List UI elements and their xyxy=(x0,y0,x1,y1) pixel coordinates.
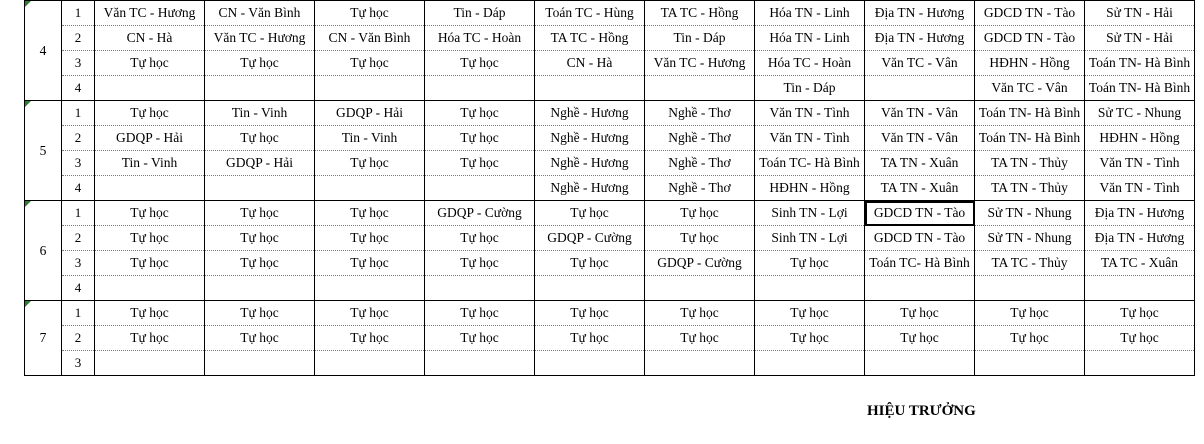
lesson-cell[interactable]: Tin - Dáp xyxy=(755,76,865,101)
period-cell[interactable]: 3 xyxy=(62,51,95,76)
period-cell[interactable]: 4 xyxy=(62,76,95,101)
lesson-cell[interactable]: Nghề - Thơ xyxy=(645,151,755,176)
lesson-cell[interactable]: GDCD TN - Tào xyxy=(975,1,1085,26)
lesson-cell[interactable]: Địa TN - Hương xyxy=(1085,226,1195,251)
lesson-cell[interactable]: GDQP - Cường xyxy=(425,201,535,226)
lesson-cell[interactable]: Tự học xyxy=(315,151,425,176)
lesson-cell[interactable]: Tin - Dáp xyxy=(645,26,755,51)
lesson-cell[interactable]: Tin - Vinh xyxy=(95,151,205,176)
lesson-cell[interactable] xyxy=(95,76,205,101)
lesson-cell[interactable]: Tự học xyxy=(755,301,865,326)
timetable-row xyxy=(25,351,1195,376)
lesson-cell[interactable] xyxy=(975,351,1085,376)
lesson-cell[interactable] xyxy=(315,76,425,101)
timetable-row xyxy=(25,126,1195,151)
lesson-cell[interactable]: Tự học xyxy=(425,251,535,276)
lesson-cell[interactable]: Tự học xyxy=(425,101,535,126)
lesson-cell[interactable]: Tự học xyxy=(645,326,755,351)
lesson-cell[interactable]: GDCD TN - Tào xyxy=(975,26,1085,51)
lesson-cell[interactable] xyxy=(315,351,425,376)
lesson-cell[interactable]: Tự học xyxy=(95,226,205,251)
lesson-cell[interactable]: Địa TN - Hương xyxy=(1085,201,1195,226)
lesson-cell[interactable]: TA TN - Thủy xyxy=(975,151,1085,176)
lesson-cell[interactable]: Văn TC - Hương xyxy=(645,51,755,76)
lesson-cell[interactable]: TA TN - Xuân xyxy=(865,151,975,176)
lesson-cell[interactable] xyxy=(95,176,205,201)
day-label: 4 xyxy=(39,42,47,58)
cell-comment-marker-icon xyxy=(25,301,31,307)
lesson-cell[interactable]: Tự học xyxy=(535,326,645,351)
lesson-cell[interactable]: Tự học xyxy=(425,301,535,326)
lesson-cell[interactable]: Nghề - Thơ xyxy=(645,101,755,126)
lesson-cell[interactable] xyxy=(425,76,535,101)
lesson-cell[interactable] xyxy=(315,176,425,201)
lesson-cell[interactable]: CN - Hà xyxy=(535,51,645,76)
lesson-cell[interactable]: Tự học xyxy=(1085,326,1195,351)
period-cell[interactable]: 1 xyxy=(62,101,95,126)
lesson-cell[interactable] xyxy=(865,351,975,376)
lesson-cell[interactable]: Tự học xyxy=(95,251,205,276)
lesson-cell[interactable]: Tự học xyxy=(535,201,645,226)
lesson-cell[interactable]: Tin - Vinh xyxy=(315,126,425,151)
lesson-cell[interactable]: CN - Văn Bình xyxy=(315,26,425,51)
timetable-row xyxy=(25,326,1195,351)
lesson-cell[interactable]: Sinh TN - Lợi xyxy=(755,201,865,226)
lesson-cell[interactable]: Nghề - Hương xyxy=(535,101,645,126)
lesson-cell[interactable]: TA TN - Xuân xyxy=(865,176,975,201)
lesson-cell[interactable] xyxy=(645,276,755,301)
lesson-cell[interactable]: HĐHN - Hồng xyxy=(1085,126,1195,151)
lesson-cell[interactable]: Tự học xyxy=(315,251,425,276)
lesson-cell[interactable]: GDCD TN - Tào xyxy=(865,201,975,226)
lesson-cell[interactable]: Văn TN - Tình xyxy=(755,101,865,126)
lesson-cell[interactable]: HĐHN - Hồng xyxy=(755,176,865,201)
lesson-cell[interactable]: HĐHN - Hồng xyxy=(975,51,1085,76)
timetable-row xyxy=(25,1,1195,26)
lesson-cell[interactable]: Tự học xyxy=(535,301,645,326)
lesson-cell[interactable]: Nghề - Hương xyxy=(535,176,645,201)
day-cell[interactable] xyxy=(25,201,62,301)
lesson-cell[interactable]: Hóa TN - Linh xyxy=(755,1,865,26)
lesson-cell[interactable] xyxy=(755,276,865,301)
lesson-cell[interactable]: Văn TN - Tình xyxy=(755,126,865,151)
timetable-row xyxy=(25,176,1195,201)
lesson-cell[interactable]: Toán TC- Hà Bình xyxy=(755,151,865,176)
lesson-cell[interactable]: Tự học xyxy=(1085,301,1195,326)
lesson-cell[interactable]: GDQP - Cường xyxy=(645,251,755,276)
lesson-cell[interactable]: Tự học xyxy=(95,101,205,126)
lesson-cell[interactable]: GDQP - Hải xyxy=(95,126,205,151)
period-cell[interactable]: 3 xyxy=(62,151,95,176)
lesson-cell[interactable] xyxy=(425,351,535,376)
lesson-cell[interactable]: CN - Văn Bình xyxy=(205,1,315,26)
timetable-row xyxy=(25,226,1195,251)
timetable-row xyxy=(25,26,1195,51)
lesson-cell[interactable] xyxy=(645,351,755,376)
lesson-cell[interactable] xyxy=(1085,351,1195,376)
lesson-cell[interactable]: Tự học xyxy=(205,126,315,151)
lesson-cell[interactable]: GDQP - Cường xyxy=(535,226,645,251)
lesson-cell[interactable]: Tự học xyxy=(425,51,535,76)
lesson-cell[interactable]: Tự học xyxy=(865,301,975,326)
day-cell[interactable] xyxy=(25,101,62,201)
lesson-cell[interactable]: Toán TC - Hùng xyxy=(535,1,645,26)
timetable-row xyxy=(25,301,1195,326)
lesson-cell[interactable] xyxy=(1085,276,1195,301)
lesson-cell[interactable]: Tự học xyxy=(205,51,315,76)
lesson-cell[interactable]: Tự học xyxy=(315,201,425,226)
lesson-cell[interactable]: Tự học xyxy=(755,326,865,351)
lesson-cell[interactable]: Sinh TN - Lợi xyxy=(755,226,865,251)
lesson-cell[interactable]: Tự học xyxy=(205,301,315,326)
lesson-cell[interactable]: Văn TC - Vân xyxy=(975,76,1085,101)
timetable-row xyxy=(25,101,1195,126)
lesson-cell[interactable]: Nghề - Thơ xyxy=(645,176,755,201)
lesson-cell[interactable]: Tự học xyxy=(975,301,1085,326)
lesson-cell[interactable] xyxy=(95,351,205,376)
lesson-cell[interactable]: Tự học xyxy=(315,326,425,351)
timetable-row xyxy=(25,251,1195,276)
lesson-cell[interactable] xyxy=(975,276,1085,301)
lesson-cell[interactable]: Sử TN - Hải xyxy=(1085,1,1195,26)
lesson-cell[interactable]: Sử TC - Nhung xyxy=(1085,101,1195,126)
day-label: 6 xyxy=(39,242,47,258)
lesson-cell[interactable] xyxy=(205,176,315,201)
lesson-cell[interactable]: Toán TN- Hà Bình xyxy=(975,126,1085,151)
lesson-cell[interactable] xyxy=(865,276,975,301)
period-cell[interactable]: 4 xyxy=(62,276,95,301)
lesson-cell[interactable]: TA TC - Thủy xyxy=(975,251,1085,276)
lesson-cell[interactable] xyxy=(205,276,315,301)
lesson-cell[interactable]: TA TC - Hồng xyxy=(645,1,755,26)
lesson-cell[interactable]: TA TC - Xuân xyxy=(1085,251,1195,276)
lesson-cell[interactable]: Toán TC- Hà Bình xyxy=(865,251,975,276)
cell-comment-marker-icon xyxy=(25,201,31,207)
lesson-cell[interactable]: Toán TN- Hà Bình xyxy=(1085,76,1195,101)
lesson-cell[interactable]: Tự học xyxy=(425,226,535,251)
lesson-cell[interactable]: Tự học xyxy=(205,226,315,251)
lesson-cell[interactable]: Tự học xyxy=(755,251,865,276)
lesson-cell[interactable]: Tự học xyxy=(95,51,205,76)
lesson-cell[interactable] xyxy=(535,351,645,376)
lesson-cell[interactable]: Tự học xyxy=(205,201,315,226)
lesson-cell[interactable]: Tự học xyxy=(315,51,425,76)
lesson-cell[interactable] xyxy=(645,76,755,101)
lesson-cell[interactable] xyxy=(755,351,865,376)
day-cell[interactable] xyxy=(25,301,62,376)
day-label: 7 xyxy=(39,330,47,345)
period-cell[interactable]: 4 xyxy=(62,176,95,201)
timetable-row xyxy=(25,151,1195,176)
lesson-cell[interactable]: Sử TN - Hải xyxy=(1085,26,1195,51)
lesson-cell[interactable]: Tự học xyxy=(205,251,315,276)
period-cell[interactable]: 2 xyxy=(62,226,95,251)
lesson-cell[interactable]: Tự học xyxy=(315,226,425,251)
lesson-cell[interactable]: CN - Hà xyxy=(95,26,205,51)
lesson-cell[interactable]: Tự học xyxy=(975,326,1085,351)
lesson-cell[interactable]: Văn TN - Vân xyxy=(865,101,975,126)
lesson-cell[interactable]: Tự học xyxy=(425,326,535,351)
timetable-row xyxy=(25,276,1195,301)
timetable-grid xyxy=(24,0,1195,376)
period-cell[interactable]: 1 xyxy=(62,301,95,326)
period-cell[interactable]: 3 xyxy=(62,251,95,276)
lesson-cell[interactable]: Toán TN- Hà Bình xyxy=(1085,51,1195,76)
cell-comment-marker-icon xyxy=(25,101,31,107)
period-cell[interactable]: 3 xyxy=(62,351,95,376)
cell-comment-marker-icon xyxy=(25,1,31,7)
lesson-cell[interactable] xyxy=(205,76,315,101)
lesson-cell[interactable]: Hóa TC - Hoàn xyxy=(425,26,535,51)
lesson-cell[interactable]: Địa TN - Hương xyxy=(865,26,975,51)
lesson-cell[interactable]: Địa TN - Hương xyxy=(865,1,975,26)
lesson-cell[interactable]: Hóa TN - Linh xyxy=(755,26,865,51)
lesson-cell[interactable]: Tự học xyxy=(315,301,425,326)
period-cell[interactable]: 2 xyxy=(62,26,95,51)
timetable-row xyxy=(25,201,1195,226)
lesson-cell[interactable]: TA TN - Thủy xyxy=(975,176,1085,201)
lesson-cell[interactable]: Tin - Dáp xyxy=(425,1,535,26)
lesson-cell[interactable] xyxy=(865,76,975,101)
lesson-cell[interactable]: Tự học xyxy=(95,201,205,226)
lesson-cell[interactable]: GDQP - Hải xyxy=(205,151,315,176)
period-cell[interactable]: 1 xyxy=(62,201,95,226)
lesson-cell[interactable]: Tự học xyxy=(645,301,755,326)
lesson-cell[interactable]: Văn TN - Tình xyxy=(1085,176,1195,201)
lesson-cell[interactable]: Văn TC - Hương xyxy=(205,26,315,51)
lesson-cell[interactable]: Văn TC - Vân xyxy=(865,51,975,76)
period-cell[interactable]: 2 xyxy=(62,126,95,151)
lesson-cell[interactable]: Văn TN - Vân xyxy=(865,126,975,151)
timetable-row xyxy=(25,51,1195,76)
principal-signature-label: HIỆU TRƯỞNG xyxy=(867,403,976,419)
lesson-cell[interactable]: Nghề - Hương xyxy=(535,126,645,151)
day-cell[interactable] xyxy=(25,1,62,101)
lesson-cell[interactable]: Tự học xyxy=(425,126,535,151)
lesson-cell[interactable]: Tự học xyxy=(645,201,755,226)
lesson-cell[interactable]: Nghề - Hương xyxy=(535,151,645,176)
period-cell[interactable]: 1 xyxy=(62,1,95,26)
timetable-row xyxy=(25,76,1195,101)
lesson-cell[interactable]: Tự học xyxy=(425,151,535,176)
lesson-cell[interactable] xyxy=(205,351,315,376)
lesson-cell[interactable]: Tin - Vinh xyxy=(205,101,315,126)
lesson-cell[interactable] xyxy=(535,276,645,301)
lesson-cell[interactable]: TA TC - Hồng xyxy=(535,26,645,51)
lesson-cell[interactable] xyxy=(425,276,535,301)
period-cell[interactable]: 2 xyxy=(62,326,95,351)
lesson-cell[interactable] xyxy=(535,76,645,101)
lesson-cell[interactable]: GDCD TN - Tào xyxy=(865,226,975,251)
lesson-cell[interactable]: Tự học xyxy=(95,326,205,351)
lesson-cell[interactable]: GDQP - Hải xyxy=(315,101,425,126)
lesson-cell[interactable]: Tự học xyxy=(865,326,975,351)
lesson-cell[interactable] xyxy=(95,276,205,301)
lesson-cell[interactable]: Nghề - Thơ xyxy=(645,126,755,151)
lesson-cell[interactable]: Tự học xyxy=(95,301,205,326)
lesson-cell[interactable]: Tự học xyxy=(645,226,755,251)
lesson-cell[interactable]: Tự học xyxy=(535,251,645,276)
lesson-cell[interactable]: Toán TN- Hà Bình xyxy=(975,101,1085,126)
lesson-cell[interactable]: Văn TC - Hương xyxy=(95,1,205,26)
lesson-cell[interactable]: Sử TN - Nhung xyxy=(975,226,1085,251)
lesson-cell[interactable] xyxy=(425,176,535,201)
lesson-cell[interactable]: Văn TN - Tình xyxy=(1085,151,1195,176)
lesson-cell[interactable] xyxy=(315,276,425,301)
lesson-cell[interactable]: Tự học xyxy=(315,1,425,26)
lesson-cell[interactable]: Hóa TC - Hoàn xyxy=(755,51,865,76)
day-label: 5 xyxy=(39,142,47,158)
lesson-cell[interactable]: Tự học xyxy=(205,326,315,351)
lesson-cell[interactable]: Sử TN - Nhung xyxy=(975,201,1085,226)
